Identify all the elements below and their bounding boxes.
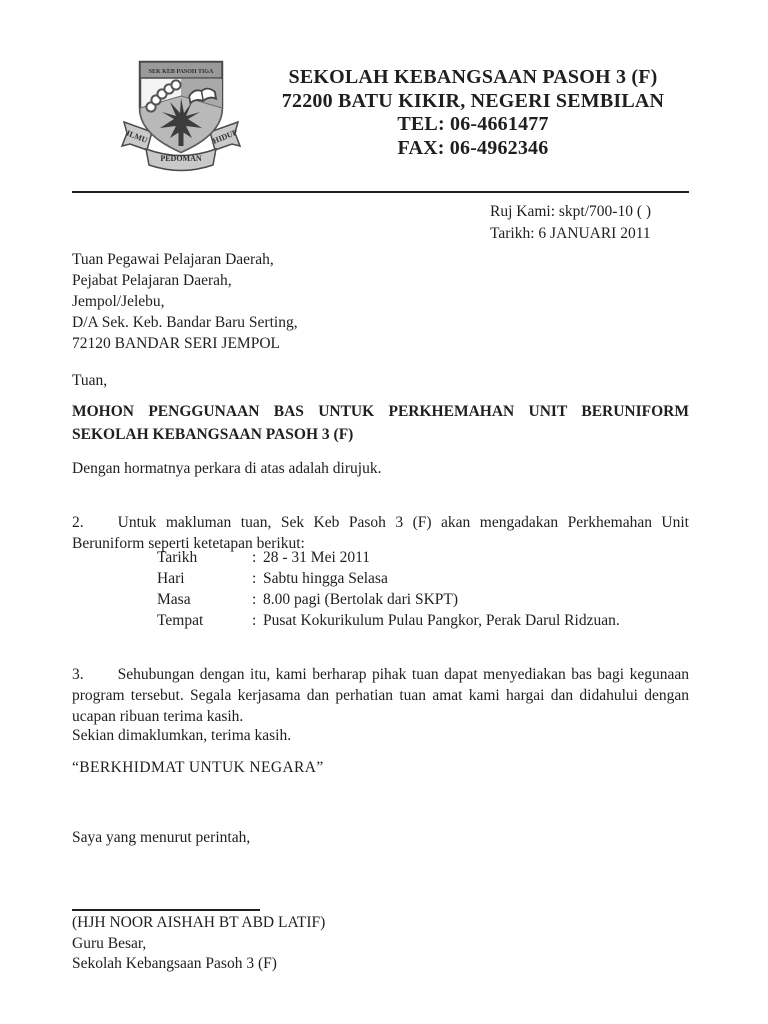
- signatory-name: (HJH NOOR AISHAH BT ABD LATIF): [72, 914, 326, 931]
- closing-slogan: “BERKHIDMAT UNTUK NEGARA”: [72, 759, 324, 776]
- salutation: Tuan,: [72, 372, 108, 389]
- detail-value: Sabtu hingga Selasa: [263, 570, 388, 587]
- crest-motto-right: HIDUP: [211, 127, 239, 146]
- signature-block: [72, 913, 325, 975]
- paragraph-3-text: Sehubungan dengan itu, kami berharap pihak tuan dapat menyediakan bas bagi kegunaan program tersebut. Segala kerjasama dan perhatian tuan amat kami hargai dan didahului dengan ucapan ribuan terima kasih.: [72, 665, 689, 725]
- detail-separator: :: [252, 612, 257, 629]
- school-crest: [120, 56, 242, 174]
- recipient-line: Tuan Pegawai Pelajaran Daerah,: [72, 251, 274, 268]
- reference-block: [490, 201, 651, 244]
- recipient-line: D/A Sek. Keb. Bandar Baru Serting,: [72, 314, 298, 331]
- crest-motto-left: ILMU: [125, 128, 149, 145]
- detail-label: Tarikh: [157, 549, 198, 566]
- crest-band-label: SEK KEB PASOH TIGA: [148, 69, 214, 75]
- letterhead-tel: TEL: 06-4661477: [397, 113, 549, 136]
- detail-value: 28 - 31 Mei 2011: [263, 549, 371, 566]
- detail-label: Masa: [157, 591, 191, 608]
- crest-motto-center: PEDOMAN: [160, 154, 202, 163]
- crest-ring-icon: [171, 80, 180, 89]
- signatory-role: Guru Besar,: [72, 934, 147, 952]
- signatory-school: Sekolah Kebangsaan Pasoh 3 (F): [72, 955, 277, 972]
- subject-heading: [72, 401, 689, 446]
- letter-date: Tarikh: 6 JANUARI 2011: [490, 224, 651, 242]
- paragraph-3: [72, 664, 689, 727]
- detail-separator: :: [252, 549, 257, 566]
- closing-thanks: Sekian dimaklumkan, terima kasih.: [72, 727, 292, 744]
- detail-row-tempat: [157, 610, 620, 631]
- detail-label: Tempat: [157, 612, 204, 629]
- detail-row-masa: [157, 589, 620, 610]
- detail-separator: :: [252, 570, 257, 587]
- detail-row-hari: [157, 568, 620, 589]
- paragraph-2-number: 2.: [72, 513, 84, 531]
- recipient-line: Pejabat Pelajaran Daerah,: [72, 272, 232, 289]
- detail-label: Hari: [157, 570, 185, 587]
- letterhead-divider: [72, 191, 689, 193]
- paragraph-2-text: Untuk makluman tuan, Sek Keb Pasoh 3 (F) akan mengadakan Perkhemahan Unit Beruniform seperti ketetapan berikut:: [72, 513, 689, 552]
- intro-paragraph: Dengan hormatnya perkara di atas adalah dirujuk.: [72, 460, 382, 477]
- paragraph-3-number: 3.: [72, 665, 84, 683]
- school-crest-icon: [120, 56, 242, 174]
- detail-value: Pusat Kokurikulum Pulau Pangkor, Perak Darul Ridzuan.: [263, 612, 620, 629]
- signature-line: [72, 909, 260, 911]
- subject-line-2: SEKOLAH KEBANGSAAN PASOH 3 (F): [72, 425, 354, 443]
- reference-number: Ruj Kami: skpt/700-10 ( ): [490, 203, 652, 220]
- event-details: [157, 547, 620, 631]
- recipient-line: 72120 BANDAR SERI JEMPOL: [72, 335, 280, 352]
- letterhead-school-name: SEKOLAH KEBANGSAAN PASOH 3 (F): [288, 66, 658, 88]
- detail-row-tarikh: [157, 547, 620, 568]
- letterhead-address: 72200 BATU KIKIR, NEGERI SEMBILAN: [281, 89, 665, 112]
- detail-value: 8.00 pagi (Bertolak dari SKPT): [263, 591, 459, 608]
- closing-order: Saya yang menurut perintah,: [72, 829, 251, 846]
- recipient-line: Jempol/Jelebu,: [72, 293, 165, 310]
- recipient-address: [72, 249, 298, 354]
- letterhead: [237, 66, 709, 160]
- letterhead-fax: FAX: 06-4962346: [397, 136, 549, 159]
- subject-line-1: MOHON PENGGUNAAN BAS UNTUK PERKHEMAHAN UNIT BERUNIFORM: [72, 403, 689, 420]
- detail-separator: :: [252, 591, 257, 608]
